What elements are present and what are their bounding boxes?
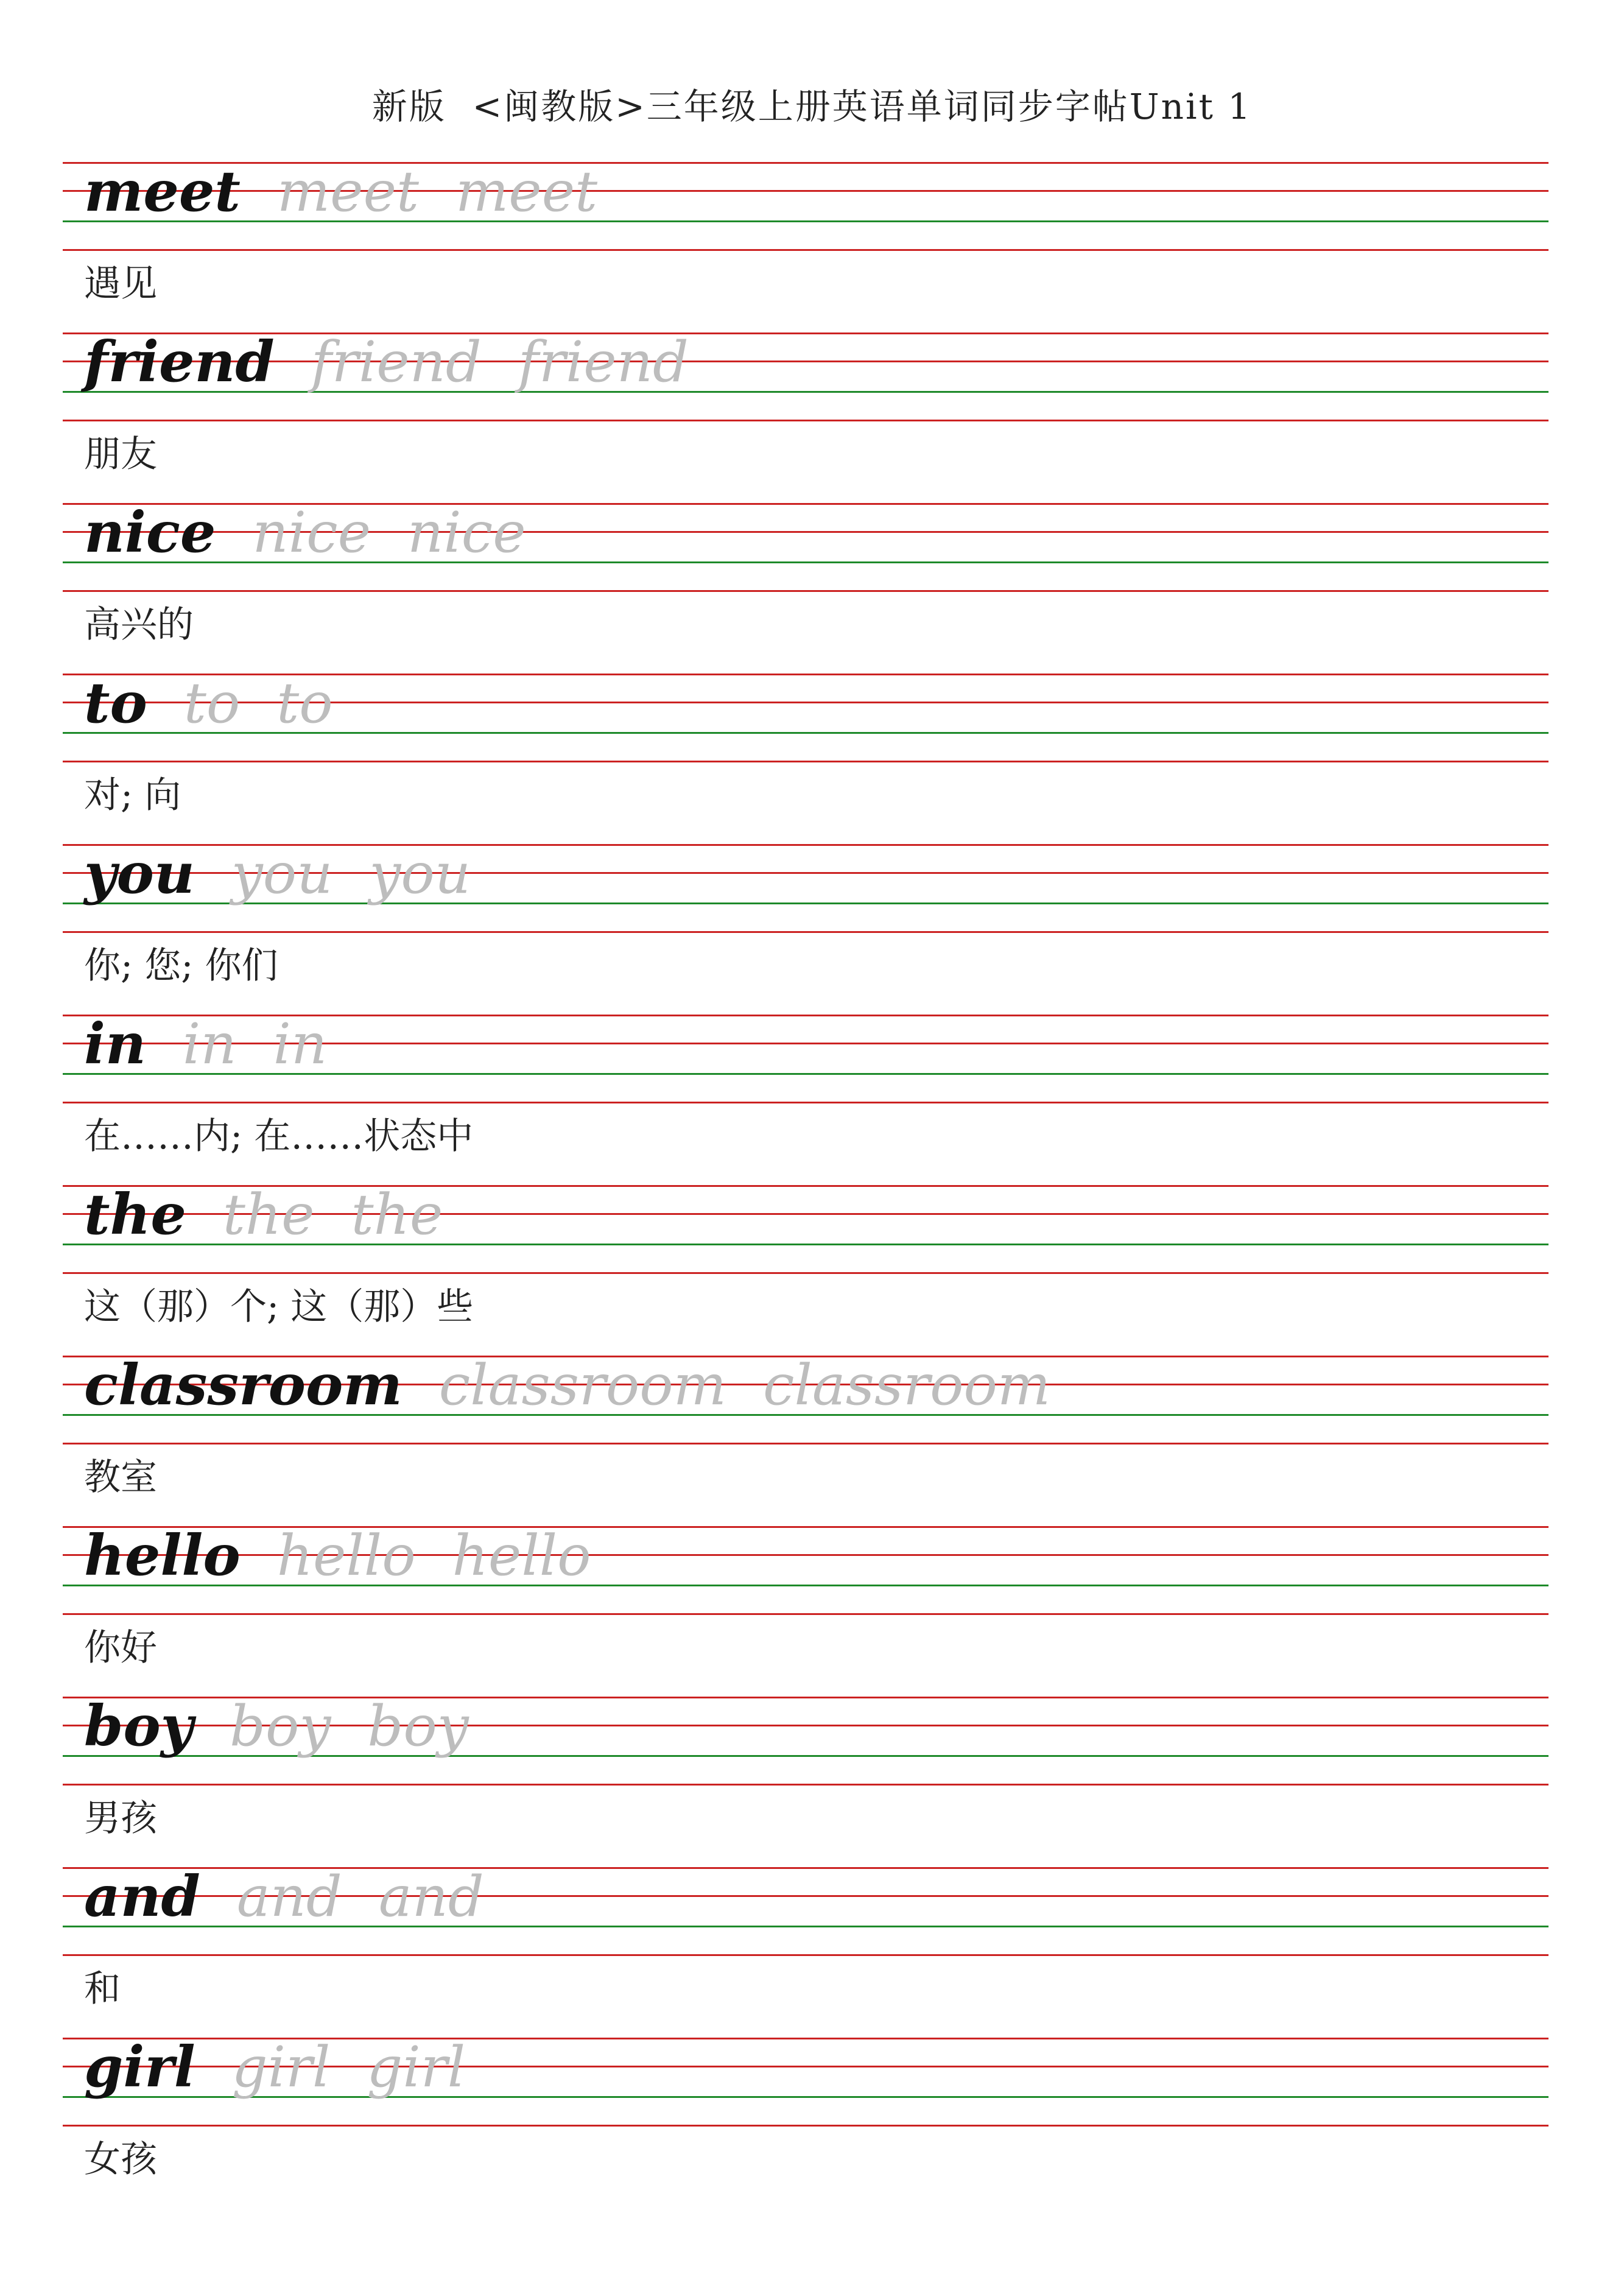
word: nice xyxy=(84,499,216,565)
practice-words xyxy=(84,670,333,736)
red-rule xyxy=(63,2125,1548,2127)
word: friend xyxy=(84,329,275,395)
red-rule xyxy=(63,420,1548,421)
trace-word: hello xyxy=(276,1523,416,1588)
trace-word: friend xyxy=(311,329,482,395)
trace-word: the xyxy=(351,1182,443,1247)
word-meaning: 对; 向 xyxy=(84,774,181,817)
trace-word: you xyxy=(231,841,333,906)
word: in xyxy=(84,1011,146,1077)
word-entry xyxy=(0,1522,1624,1697)
trace-word: classroom xyxy=(438,1353,726,1418)
word: to xyxy=(84,670,147,736)
trace-word: friend xyxy=(518,329,689,395)
practice-words xyxy=(84,329,689,395)
word: and xyxy=(84,1863,200,1929)
trace-word: to xyxy=(183,670,241,736)
word-entry xyxy=(0,158,1624,332)
practice-words xyxy=(84,2034,465,2100)
practice-words xyxy=(84,1181,443,1247)
word-meaning: 你好 xyxy=(84,1627,157,1669)
word-meaning: 朋友 xyxy=(84,433,157,476)
word-meaning: 在……内; 在……状态中 xyxy=(84,1115,474,1158)
word: meet xyxy=(84,158,241,224)
practice-words xyxy=(84,1693,469,1759)
practice-words xyxy=(84,1011,327,1077)
trace-word: in xyxy=(273,1012,328,1077)
trace-word: in xyxy=(182,1012,237,1077)
word-entry xyxy=(0,1693,1624,1867)
red-rule xyxy=(63,1102,1548,1103)
word-meaning: 男孩 xyxy=(84,1797,157,1840)
word-entry xyxy=(0,499,1624,674)
red-rule xyxy=(63,249,1548,251)
practice-words xyxy=(84,840,471,906)
word-meaning: 高兴的 xyxy=(84,603,194,646)
word: girl xyxy=(84,2034,195,2100)
page-title: 新版 <闽教版>三年级上册英语单词同步字帖Unit 1 xyxy=(371,86,1253,127)
word-meaning: 教室 xyxy=(84,1456,157,1499)
practice-words xyxy=(84,1522,591,1588)
trace-word: hello xyxy=(452,1523,591,1588)
word: boy xyxy=(84,1693,194,1759)
trace-word: meet xyxy=(455,159,598,224)
practice-words xyxy=(84,499,526,565)
practice-words xyxy=(84,158,597,224)
word: classroom xyxy=(84,1352,402,1418)
red-rule xyxy=(63,931,1548,933)
word-meaning: 遇见 xyxy=(84,262,157,305)
word-meaning: 女孩 xyxy=(84,2138,157,2181)
word-entry xyxy=(0,1352,1624,1526)
red-rule xyxy=(63,1954,1548,1956)
word-meaning: 你; 您; 你们 xyxy=(84,945,278,987)
word: you xyxy=(84,840,195,906)
red-rule xyxy=(63,761,1548,762)
word: hello xyxy=(84,1522,241,1588)
trace-word: boy xyxy=(367,1694,469,1759)
red-rule xyxy=(63,1443,1548,1444)
word-meaning: 这（那）个; 这（那）些 xyxy=(84,1286,474,1328)
red-rule xyxy=(63,590,1548,592)
trace-word: the xyxy=(222,1182,315,1247)
word-entry xyxy=(0,1181,1624,1356)
word-meaning: 和 xyxy=(84,1968,121,2010)
trace-word: nice xyxy=(407,500,526,565)
word-entry xyxy=(0,1863,1624,2038)
trace-word: you xyxy=(369,841,471,906)
trace-word: classroom xyxy=(762,1353,1051,1418)
trace-word: boy xyxy=(230,1694,331,1759)
red-rule xyxy=(63,1784,1548,1786)
word: the xyxy=(84,1181,186,1247)
red-rule xyxy=(63,1272,1548,1274)
trace-word: to xyxy=(276,670,333,736)
practice-words xyxy=(84,1863,484,1929)
word-entry xyxy=(0,1011,1624,1185)
word-entry xyxy=(0,2034,1624,2208)
trace-word: girl xyxy=(367,2035,466,2100)
trace-word: nice xyxy=(252,500,371,565)
trace-word: and xyxy=(378,1864,484,1929)
practice-words xyxy=(84,1352,1050,1418)
word-entry xyxy=(0,329,1624,503)
word-entry xyxy=(0,670,1624,844)
trace-word: girl xyxy=(231,2035,331,2100)
trace-word: and xyxy=(236,1864,342,1929)
red-rule xyxy=(63,1613,1548,1615)
trace-word: meet xyxy=(276,159,420,224)
word-entry xyxy=(0,840,1624,1015)
